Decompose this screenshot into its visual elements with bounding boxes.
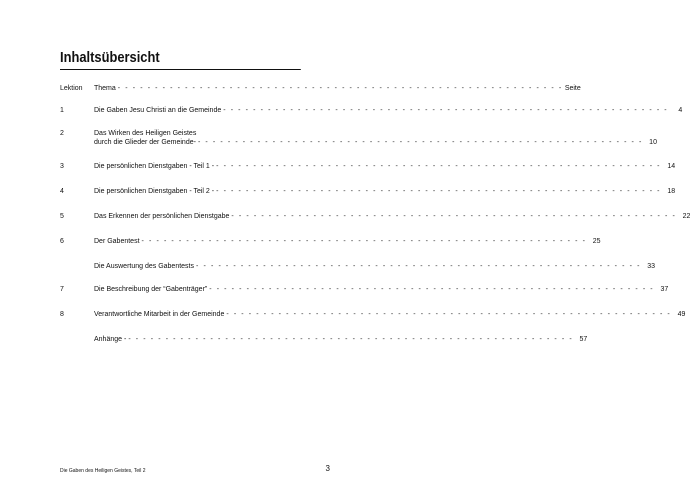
dot-leader: - - - - - - - - - - - - - - - - - - - - - - - - - - - - - - - - - - - - - - - - - - - - - - - - - - - - - - - - - - - - — [216, 188, 662, 195]
toc-entry — [94, 335, 588, 344]
toc-entry-line — [94, 262, 656, 271]
toc-entry-title: Die Gaben Jesu Christi an die Gemeinde — [94, 107, 222, 114]
toc-row — [60, 106, 683, 115]
toc-entry-title: Verantwortliche Mitarbeit in der Gemeinde — [94, 311, 225, 318]
toc-row — [60, 187, 676, 196]
dot-leader: - - - - - - - - - - - - - - - - - - - - - - - - - - - - - - - - - - - - - - - - - - - - - - - - - - - - - - - - - - - - — [197, 139, 643, 146]
toc-lektion-number: 5 — [60, 213, 64, 220]
toc-lektion-number — [60, 335, 94, 344]
toc-lektion-number: 7 — [60, 286, 64, 293]
toc-row — [60, 212, 690, 221]
toc-lektion-number — [60, 262, 94, 271]
toc-entry-title: Die persönlichen Dienstgaben - Teil 1 - — [94, 163, 215, 170]
toc-header-entry — [94, 84, 581, 93]
dot-leader: - - - - - - - - - - - - - - - - - - - - - - - - - - - - - - - - - - - - - - - - - - - - - - - - - - - - - - - - - - - - — [141, 238, 587, 245]
toc-page-number: 37 — [660, 286, 669, 293]
toc-entry — [94, 187, 676, 196]
toc-lektion-number: 4 — [60, 188, 64, 195]
toc-row — [60, 285, 669, 294]
dot-leader: - - - - - - - - - - - - - - - - - - - - - - - - - - - - - - - - - - - - - - - - - - - - - - - - - - - - - - - - - - - - — [231, 213, 677, 220]
toc-row — [60, 162, 676, 171]
toc-entry-line — [94, 285, 669, 294]
dot-leader: - - - - - - - - - - - - - - - - - - - - - - - - - - - - - - - - - - - - - - - - - - - - - - - - - - - - - - - - - - - - — [209, 286, 655, 293]
toc-entry-title: Der Gabentest — [94, 238, 140, 245]
table-of-contents — [60, 84, 690, 344]
toc-entry — [94, 212, 690, 221]
dot-leader: - - - - - - - - - - - - - - - - - - - - - - - - - - - - - - - - - - - - - - - - - - - - - - - - - - - - - - - - - - - - — [223, 107, 669, 114]
toc-row — [60, 129, 657, 147]
toc-entry-line — [94, 106, 683, 115]
toc-entry-line — [94, 129, 328, 138]
toc-entry-line — [94, 187, 676, 196]
toc-page-number: 49 — [677, 311, 686, 318]
toc-entry — [94, 129, 657, 147]
toc-row — [60, 335, 588, 344]
page-title: Inhaltsübersicht — [60, 50, 301, 70]
toc-entry — [94, 310, 686, 319]
footer-page-number: 3 — [325, 464, 330, 473]
dot-leader: - - - - - - - - - - - - - - - - - - - - - - - - - - - - - - - - - - - - - - - - - - - - - - - - - - - - - - - - - - - - — [216, 163, 662, 170]
toc-row — [60, 262, 656, 271]
dot-leader: - - - - - - - - - - - - - - - - - - - - - - - - - - - - - - - - - - - - - - - - - - - - - - - - - - - - - - - - - - - - — [226, 311, 672, 318]
toc-entry-line — [94, 212, 690, 221]
toc-row — [60, 237, 601, 246]
dot-leader: - - - - - - - - - - - - - - - - - - - - - - - - - - - - - - - - - - - - - - - - - - - - - - - - - - - - - - - - - - - - — [128, 336, 574, 343]
toc-entry — [94, 106, 683, 115]
toc-lektion-number: 8 — [60, 311, 64, 318]
thema-column-header: Thema — [94, 85, 116, 92]
toc-header-line — [94, 84, 581, 93]
toc-entry-line — [94, 237, 601, 246]
toc-entry-title: Die persönlichen Dienstgaben - Teil 2 - — [94, 188, 215, 195]
toc-entry — [94, 262, 656, 271]
toc-entry-title: Die Beschreibung der “Gabenträger” — [94, 286, 208, 293]
toc-entry-line — [94, 162, 676, 171]
toc-page-number: 10 — [649, 139, 657, 146]
dot-leader: - - - - - - - - - - - - - - - - - - - - - - - - - - - - - - - - - - - - - - - - - - - - - - - - - - - - - - - - - - - - — [196, 263, 642, 270]
toc-entry — [94, 162, 676, 171]
toc-entry-line — [94, 310, 686, 319]
toc-header-row — [60, 84, 581, 93]
toc-page-number: 33 — [647, 263, 656, 270]
toc-lektion-number: 1 — [60, 107, 64, 114]
toc-page-number: 14 — [667, 163, 676, 170]
toc-lektion-number: 6 — [60, 238, 64, 245]
seite-column-header: Seite — [564, 85, 581, 92]
toc-page-number: 4 — [678, 107, 683, 114]
toc-entry — [94, 237, 601, 246]
toc-entry-title: Das Erkennen der persönlichen Dienstgabe — [94, 213, 230, 220]
toc-entry-title: durch die Glieder der Gemeinde- — [94, 139, 196, 146]
footer-title: Die Gaben des Heiligen Geistes, Teil 2 — [60, 468, 146, 474]
toc-entry-line — [94, 138, 657, 147]
toc-page-number: 18 — [667, 188, 676, 195]
toc-row — [60, 310, 686, 319]
lektion-column-header: Lektion — [60, 85, 83, 92]
toc-lektion-number: 2 — [60, 130, 64, 137]
toc-entry-line — [94, 335, 588, 344]
dot-leader: - - - - - - - - - - - - - - - - - - - - - - - - - - - - - - - - - - - - - - - - - - - - - - - - - - - - - - - - - - - - — [117, 85, 563, 92]
toc-page-number: 57 — [579, 336, 588, 343]
toc-page-number: 22 — [682, 213, 690, 220]
toc-page-number: 25 — [592, 238, 601, 245]
toc-entry-title: Das Wirken des Heiligen Geistes — [94, 130, 197, 137]
toc-entry-title: Die Auswertung des Gabentests — [94, 263, 195, 270]
toc-lektion-number: 3 — [60, 163, 64, 170]
toc-entry — [94, 285, 669, 294]
toc-entry-title: Anhänge - — [94, 336, 127, 343]
